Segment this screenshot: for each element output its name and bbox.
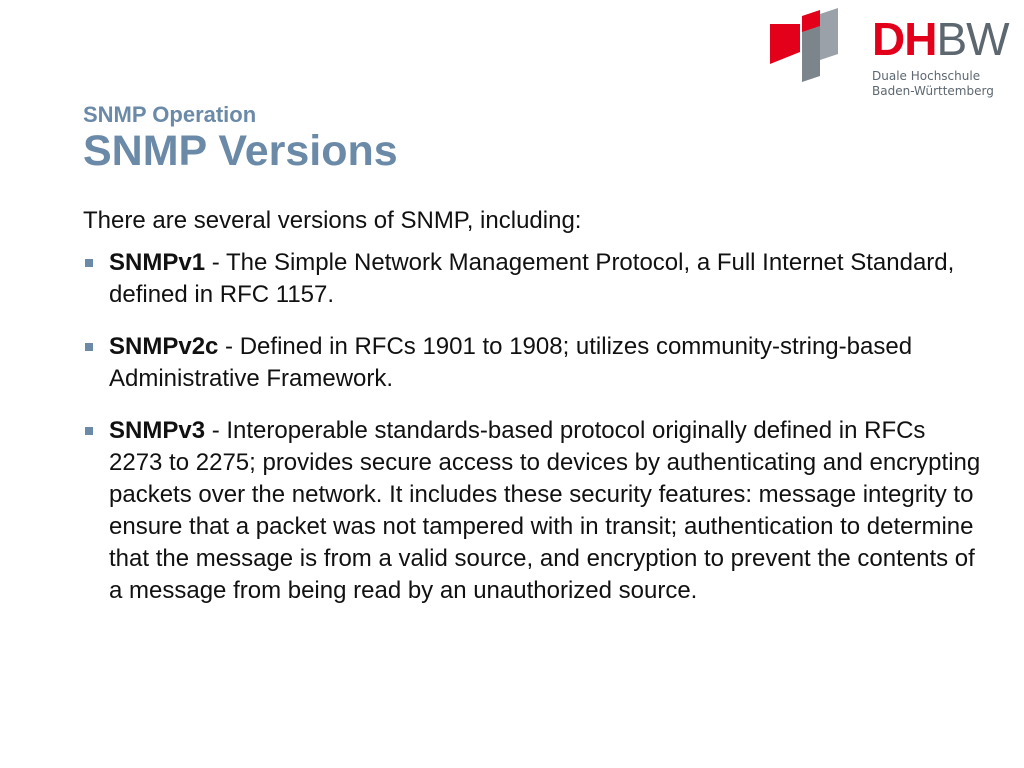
bullet-text: - Defined in RFCs 1901 to 1908; utilizes community-string-based Administrative Framework.	[109, 333, 913, 392]
bullet-list	[83, 247, 983, 607]
slide-content	[83, 205, 983, 627]
square-bullet-icon	[85, 259, 93, 267]
bullet-term: SNMPv2c	[109, 333, 219, 360]
logo-bw-text: BW	[936, 13, 1009, 65]
logo-subtitle-line1: Duale Hochschule	[872, 69, 981, 83]
title-area	[83, 103, 398, 174]
square-bullet-icon	[85, 427, 93, 435]
slide-subtitle: SNMP Operation	[83, 102, 257, 127]
logo-subtitle-line2: Baden-Württemberg	[872, 84, 994, 98]
bullet-item-snmpv3	[83, 415, 983, 607]
intro-text: There are several versions of SNMP, including:	[83, 207, 582, 234]
bullet-text: - Interoperable standards-based protocol originally defined in RFCs 2273 to 2275; provides secure access to devices by authenticating and encrypting packets over the network. It includes these security features: message integrity to ensure that a packet was not tampered with in transit; authentication to determine that the message is from a valid source, and encryption to prevent the contents of a message from being read by an unauthorized source.	[109, 417, 981, 604]
bullet-item-snmpv2c	[83, 331, 983, 395]
slide-title: SNMP Versions	[83, 127, 398, 175]
bullet-item-snmpv1	[83, 247, 983, 311]
dhbw-logo	[768, 6, 1018, 106]
logo-dh-text: DH	[872, 13, 937, 65]
bullet-text: - The Simple Network Management Protocol, a Full Internet Standard, defined in RFC 1157.	[109, 249, 955, 308]
bullet-term: SNMPv1	[109, 249, 206, 276]
bullet-term: SNMPv3	[109, 417, 206, 444]
square-bullet-icon	[85, 343, 93, 351]
dhbw-logo-wordmark	[872, 13, 1009, 65]
dhbw-logo-mark-icon	[768, 6, 864, 86]
